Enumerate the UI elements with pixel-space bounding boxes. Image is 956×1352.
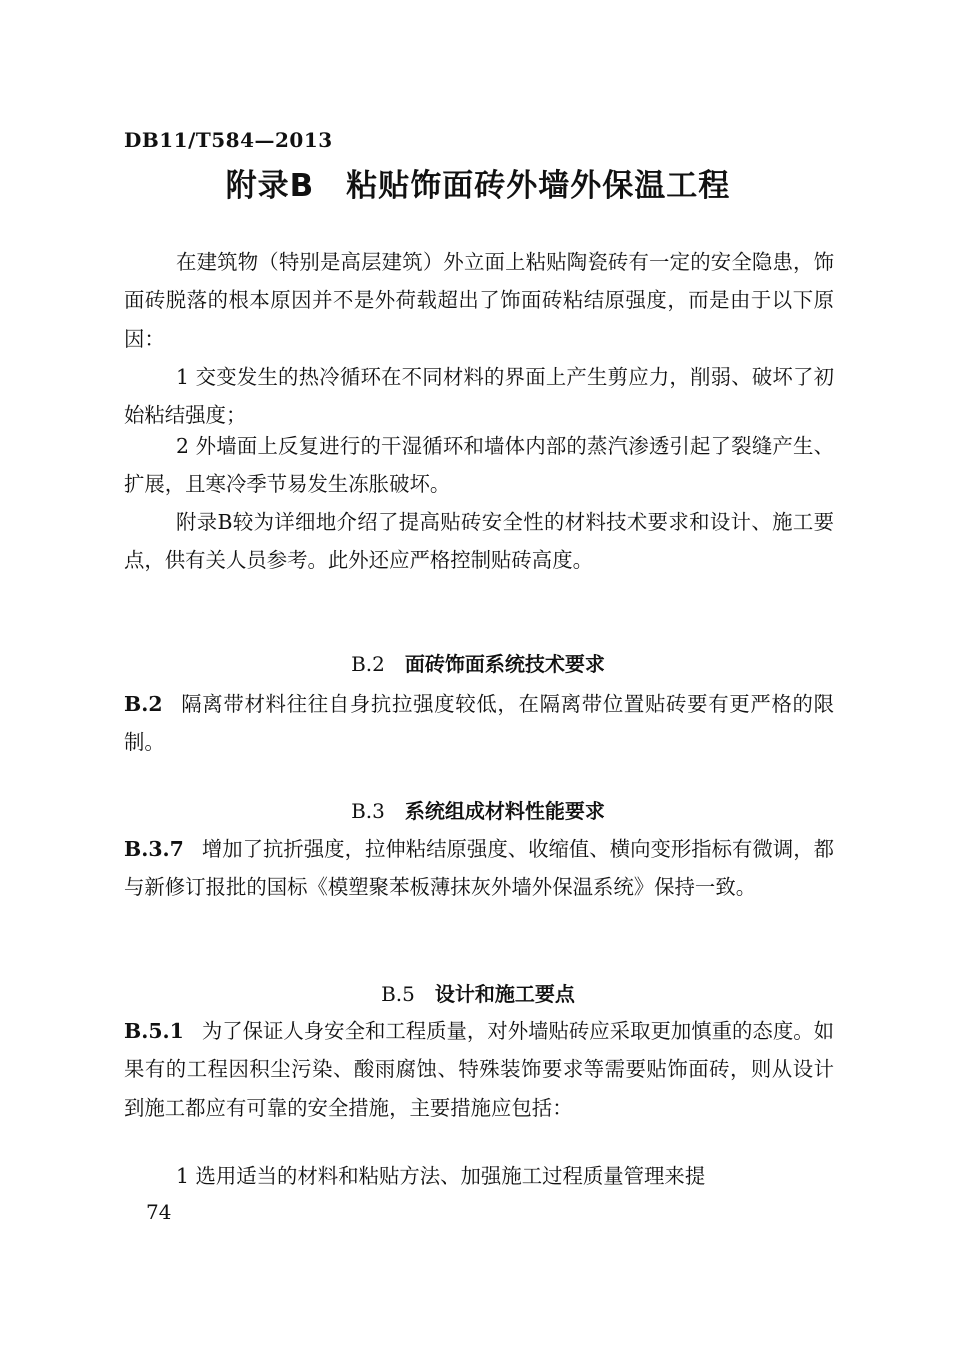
section-number: B.5 [381, 982, 415, 1006]
clause-b5-1-item-1: 1 选用适当的材料和粘贴方法、加强施工过程质量管理来提 [176, 1164, 706, 1188]
intro-item-2: 2 外墙面上反复进行的干湿循环和墙体内部的蒸汽渗透引起了裂缝产生、扩展，且寒冷季节易发生冻胀破坏。 [124, 434, 834, 497]
page-number: 74 [146, 1200, 172, 1224]
clause-b3-7 [124, 830, 834, 907]
section-heading-b2 [0, 649, 956, 679]
intro-item-1: 1 交变发生的热冷循环在不同材料的界面上产生剪应力，削弱、破坏了初始粘结强度； [124, 365, 834, 428]
clause-text: 隔离带材料往往自身抗拉强度较低，在隔离带位置贴砖要有更严格的限制。 [124, 692, 834, 755]
clause-text: 增加了抗折强度，拉伸粘结原强度、收缩值、横向变形指标有微调，都与新修订报批的国标《模塑聚苯板薄抹灰外墙外保温系统》保持一致。 [124, 837, 834, 900]
intro-paragraph-1: 在建筑物（特别是高层建筑）外立面上粘贴陶瓷砖有一定的安全隐患，饰面砖脱落的根本原因并不是外荷载超出了饰面砖粘结原强度，而是由于以下原因： [124, 250, 834, 351]
section-heading-b3 [0, 796, 956, 826]
section-title: 系统组成材料性能要求 [404, 799, 605, 823]
clause-text: 为了保证人身安全和工程质量，对外墙贴砖应采取更加慎重的态度。如果有的工程因积尘污染、酸雨腐蚀、特殊装饰要求等需要贴饰面砖，则从设计到施工都应有可靠的安全措施，主要措施应包括： [124, 1019, 834, 1120]
appendix-title: 附录B 粘贴饰面砖外墙外保温工程 [225, 168, 731, 204]
section-number: B.2 [351, 652, 385, 676]
standard-code: DB11/T584—2013 [124, 128, 333, 152]
clause-number: B.3.7 [124, 837, 184, 861]
section-number: B.3 [351, 799, 385, 823]
clause-number: B.2 [124, 692, 163, 716]
section-heading-b5 [0, 979, 956, 1009]
clause-b5-1 [124, 1012, 834, 1127]
clause-b2 [124, 685, 834, 762]
intro-paragraph-2: 附录B较为详细地介绍了提高贴砖安全性的材料技术要求和设计、施工要点，供有关人员参考。此外还应严格控制贴砖高度。 [124, 510, 834, 573]
section-title: 设计和施工要点 [434, 982, 575, 1006]
section-title: 面砖饰面系统技术要求 [404, 652, 605, 676]
clause-number: B.5.1 [124, 1019, 184, 1043]
